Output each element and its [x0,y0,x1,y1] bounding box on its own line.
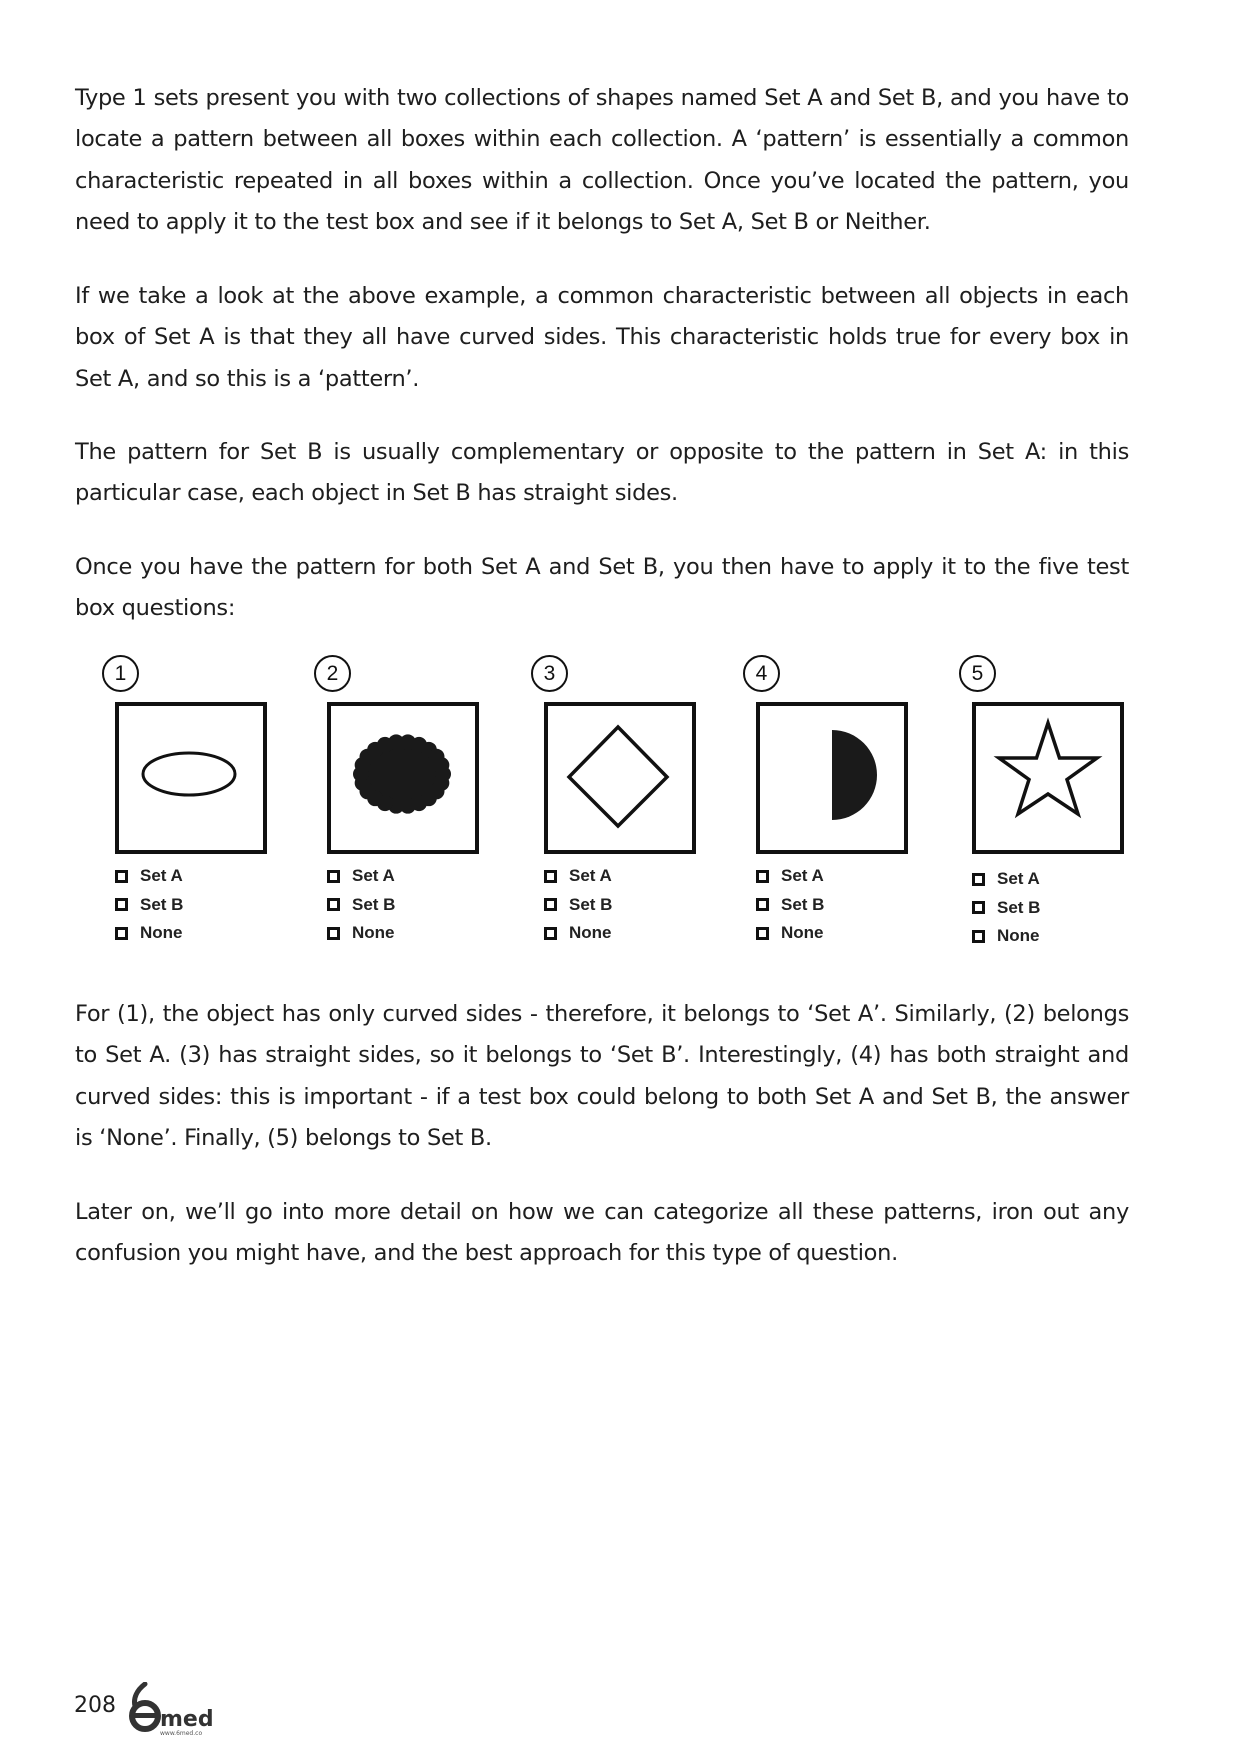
option-none[interactable] [756,919,824,948]
answer-options [327,862,395,948]
test-box [972,702,1124,854]
diamond-outline-icon [548,706,692,850]
checkbox[interactable] [544,870,557,883]
option-label: Set A [352,866,395,886]
option-set-b[interactable] [327,891,395,920]
star-outline-icon [976,706,1120,850]
question-number-badge: 2 [314,655,351,692]
ellipse-outline-icon [119,706,263,850]
checkbox[interactable] [972,873,985,886]
option-set-a[interactable] [544,862,612,891]
logo-text: med [160,1707,214,1732]
option-label: None [997,926,1040,946]
checkbox[interactable] [327,927,340,940]
option-set-a[interactable] [115,862,183,891]
option-label: Set A [140,866,183,886]
option-label: Set B [781,894,825,914]
checkbox[interactable] [544,927,557,940]
paragraph-set-a-pattern: If we take a look at the above example, a common characteristic between all objects in each box of Set A is that they all have curved sides. This characteristic holds true for every box in Set A, and so this is a ‘pattern’. [75,283,1129,392]
option-set-a[interactable] [756,862,824,891]
option-set-b[interactable] [756,891,824,920]
checkbox[interactable] [115,870,128,883]
test-box [756,702,908,854]
option-set-b[interactable] [972,894,1040,923]
option-none[interactable] [544,919,612,948]
page-number: 208 [74,1693,116,1718]
checkbox[interactable] [756,870,769,883]
answer-options [756,862,824,948]
test-box-question-4 [716,655,916,955]
logo-url-text: www.6med.co [160,1730,203,1737]
option-set-b[interactable] [544,891,612,920]
answer-options [972,865,1040,951]
checkbox[interactable] [327,870,340,883]
test-box-question-5 [932,655,1132,955]
answer-options [544,862,612,948]
option-set-a[interactable] [972,865,1040,894]
paragraph-apply-pattern: Once you have the pattern for both Set A and Set B, you then have to apply it to the five test box questions: [75,554,1129,622]
option-label: Set A [997,869,1040,889]
half-circle-filled-icon [760,706,904,850]
option-none[interactable] [115,919,183,948]
option-label: None [352,923,395,943]
scalloped-blob-filled-icon [331,706,475,850]
test-box-question-2 [287,655,487,955]
checkbox[interactable] [972,930,985,943]
checkbox[interactable] [327,898,340,911]
answer-options [115,862,183,948]
6med-logo [123,1682,228,1738]
option-label: Set B [569,894,613,914]
option-none[interactable] [327,919,395,948]
checkbox[interactable] [756,898,769,911]
test-box [544,702,696,854]
question-number-badge: 4 [743,655,780,692]
checkbox[interactable] [115,898,128,911]
option-label: Set B [997,897,1041,917]
test-box-question-3 [504,655,704,955]
test-box [327,702,479,854]
checkbox[interactable] [115,927,128,940]
paragraph-later-on: Later on, we’ll go into more detail on how we can categorize all these patterns, iron out any confusion you might have, and the best approach for this type of question. [75,1199,1129,1267]
question-number-badge: 3 [531,655,568,692]
option-label: None [140,923,183,943]
paragraph-set-b-pattern: The pattern for Set B is usually complementary or opposite to the pattern in Set A: in this particular case, each object in Set B has straight sides. [75,439,1129,507]
question-number-badge: 5 [959,655,996,692]
checkbox[interactable] [972,901,985,914]
option-label: Set B [140,894,184,914]
option-label: Set B [352,894,396,914]
question-number-badge: 1 [102,655,139,692]
blob-scallop [433,757,449,773]
checkbox[interactable] [756,927,769,940]
option-label: Set A [781,866,824,886]
option-set-a[interactable] [327,862,395,891]
option-none[interactable] [972,922,1040,951]
checkbox[interactable] [544,898,557,911]
option-set-b[interactable] [115,891,183,920]
option-label: None [781,923,824,943]
option-label: Set A [569,866,612,886]
test-box-question-1 [75,655,275,955]
option-label: None [569,923,612,943]
test-box [115,702,267,854]
paragraph-intro: Type 1 sets present you with two collections of shapes named Set A and Set B, and you have to locate a pattern between all boxes within each collection. A ‘pattern’ is essentially a common characteristic repeated in all boxes within a collection. Once you’ve located the pattern, you need to apply it to the test box and see if it belongs to Set A, Set B or Neither. [75,85,1129,235]
paragraph-answers: For (1), the object has only curved sides - therefore, it belongs to ‘Set A’. Similarly, (2) belongs to Set A. (3) has straight sides, so it belongs to ‘Set B’. Interestingly, (4) has both straight and curved sides: this is important - if a test box could belong to both Set A and Set B, the answer is ‘None’. Finally, (5) belongs to Set B. [75,1001,1129,1151]
